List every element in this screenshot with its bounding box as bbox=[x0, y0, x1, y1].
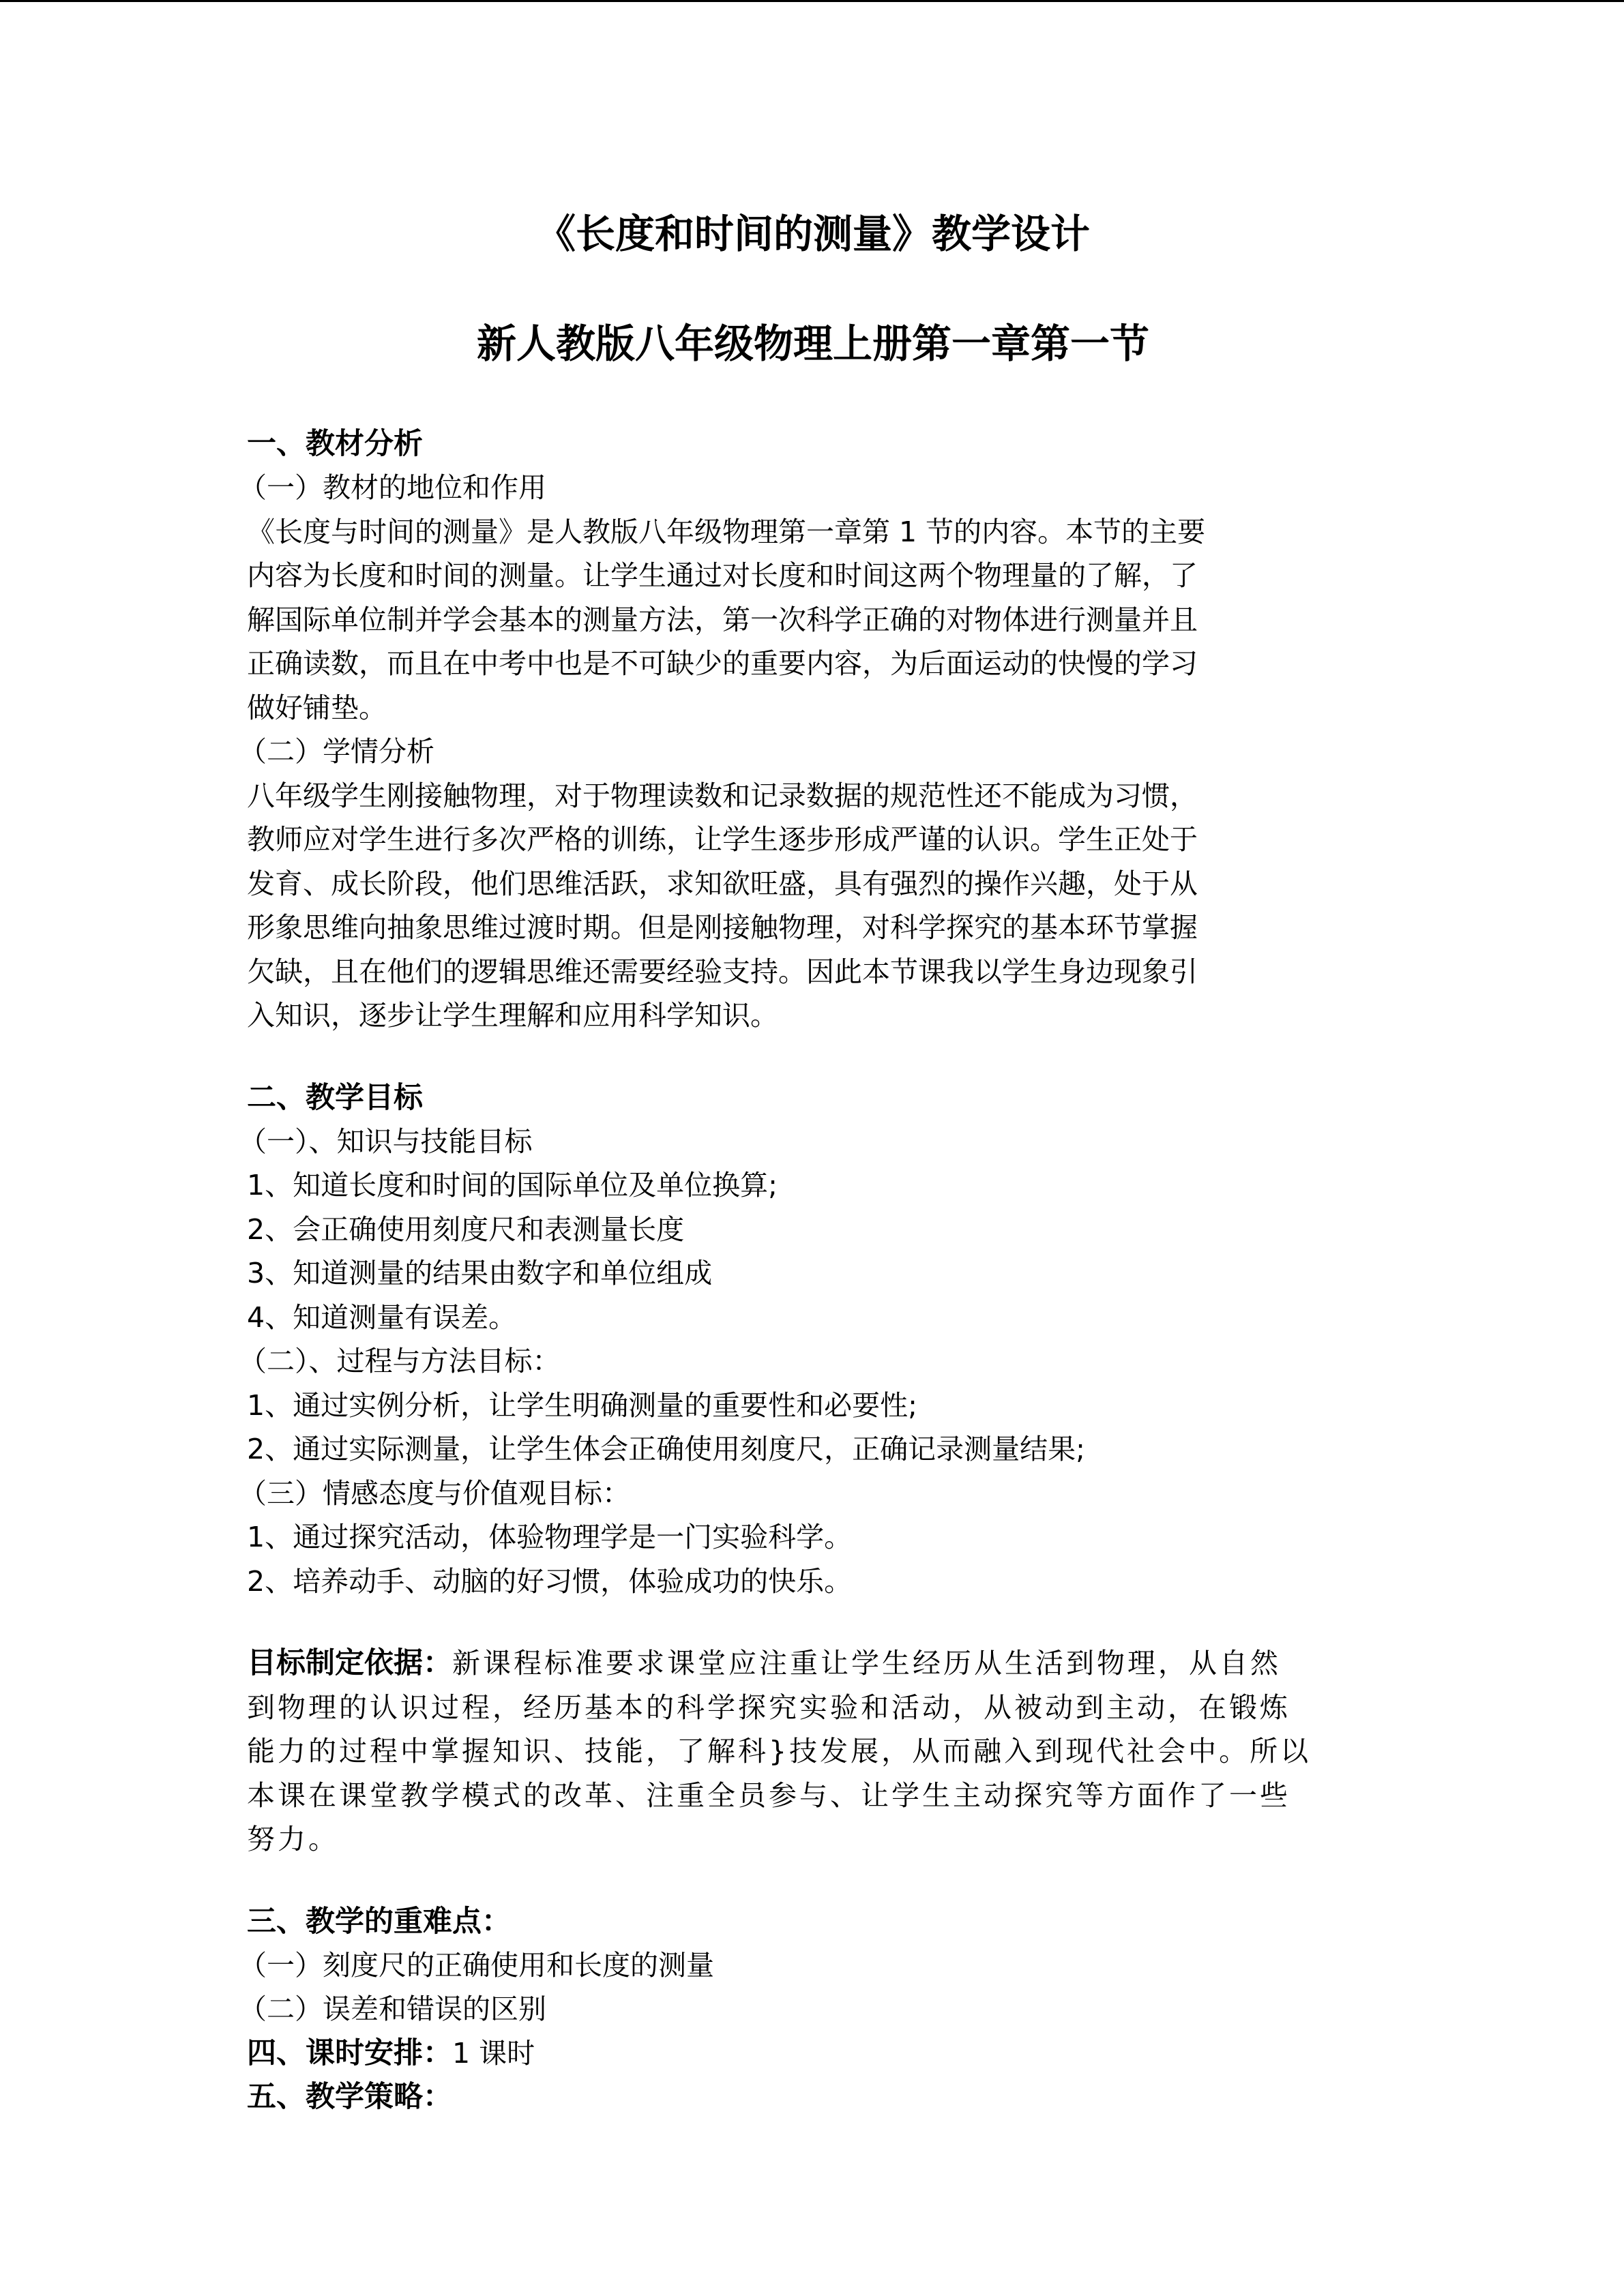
paragraph-line: 努力。 bbox=[247, 1823, 339, 1855]
list-item: （一）刻度尺的正确使用和长度的测量 bbox=[239, 1948, 714, 1982]
list-item: 1、通过探究活动，体验物理学是一门实验科学。 bbox=[247, 1521, 853, 1553]
paragraph-line: 本课在课堂教学模式的改革、注重全员参与、让学生主动探究等方面作了一些 bbox=[247, 1778, 1290, 1812]
document-page bbox=[239, 205, 1379, 2119]
paragraph-line: 新课程标准要求课堂应注重让学生经历从生活到物理，从自然 bbox=[452, 1647, 1281, 1680]
paragraph-line: 内容为长度和时间的测量。让学生通过对长度和时间这两个物理量的了解，了 bbox=[247, 559, 1198, 592]
section-teaching-strategy-heading: 五、教学策略： bbox=[247, 2080, 452, 2114]
subsection-heading: （二）、过程与方法目标： bbox=[239, 1345, 561, 1377]
list-item: 2、通过实际测量，让学生体会正确使用刻度尺，正确记录测量结果; bbox=[247, 1433, 1085, 1465]
list-item: 1、知道长度和时间的国际单位及单位换算; bbox=[247, 1169, 778, 1202]
paragraph-line: 八年级学生刚接触物理，对于物理读数和记录数据的规范性还不能成为习惯， bbox=[247, 779, 1198, 812]
list-item: （二）误差和错误的区别 bbox=[239, 1993, 546, 2025]
paragraph-line: 教师应对学生进行多次严格的训练，让学生逐步形成严谨的认识。学生正处于 bbox=[247, 823, 1198, 856]
subsection-heading: （三）情感态度与价值观目标： bbox=[239, 1476, 630, 1510]
paragraph-line: 到物理的认识过程，经历基本的科学探究实验和活动，从被动到主动，在锻炼 bbox=[247, 1690, 1290, 1724]
section-objective-basis bbox=[247, 1641, 1379, 1862]
list-item: 4、知道测量有误差。 bbox=[247, 1300, 517, 1334]
section-heading: 四、课时安排： bbox=[247, 2036, 452, 2070]
paragraph-line: 做好铺垫。 bbox=[247, 691, 387, 724]
paragraph-line: 能力的过程中掌握知识、技能，了解科}技发展，从而融入到现代社会中。所以 bbox=[247, 1735, 1312, 1768]
list-item: 3、知道测量的结果由数字和单位组成 bbox=[247, 1257, 713, 1289]
section-key-difficulties bbox=[239, 1900, 1379, 2031]
subsection-heading: （一）教材的地位和作用 bbox=[239, 471, 546, 504]
list-item: 2、培养动手、动脑的好习惯，体验成功的快乐。 bbox=[247, 1564, 853, 1598]
section-textbook-analysis bbox=[239, 422, 1379, 1038]
subsection-heading: （二）学情分析 bbox=[239, 735, 434, 768]
page-top-border bbox=[0, 0, 1624, 2]
subsection-heading: （一）、知识与技能目标 bbox=[239, 1124, 533, 1158]
document-title: 《长度和时间的测量》教学设计 bbox=[535, 211, 1090, 257]
list-item: 2、会正确使用刻度尺和表测量长度 bbox=[247, 1212, 685, 1246]
paragraph-line: 入知识，逐步让学生理解和应用科学知识。 bbox=[247, 999, 778, 1032]
class-hours-value: 1 课时 bbox=[452, 2036, 535, 2070]
paragraph-line: 解国际单位制并学会基本的测量方法，第一次科学正确的对物体进行测量并且 bbox=[247, 603, 1198, 636]
basis-first-line bbox=[247, 1641, 1379, 1686]
document-subtitle: 新人教版八年级物理上册第一章第一节 bbox=[476, 320, 1149, 367]
paragraph-line: 形象思维向抽象思维过渡时期。但是刚接触物理，对科学探究的基本环节掌握 bbox=[247, 911, 1198, 944]
paragraph-line: 《长度与时间的测量》是人教版八年级物理第一章第 1 节的内容。本节的主要 bbox=[247, 515, 1206, 548]
basis-label: 目标制定依据： bbox=[247, 1646, 452, 1680]
section-teaching-objectives bbox=[239, 1076, 1379, 1604]
section-heading: 一、教材分析 bbox=[247, 427, 423, 461]
section-heading: 二、教学目标 bbox=[247, 1080, 423, 1115]
list-item: 1、通过实例分析，让学生明确测量的重要性和必要性; bbox=[247, 1388, 917, 1422]
paragraph-line: 正确读数，而且在中考中也是不可缺少的重要内容，为后面运动的快慢的学习 bbox=[247, 647, 1198, 680]
section-class-hours bbox=[247, 2031, 1379, 2076]
paragraph-line: 发育、成长阶段，他们思维活跃，求知欲旺盛，具有强烈的操作兴趣，处于从 bbox=[247, 867, 1198, 900]
section-heading: 三、教学的重难点： bbox=[247, 1904, 511, 1939]
paragraph-line: 欠缺，且在他们的逻辑思维还需要经验支持。因此本节课我以学生身边现象引 bbox=[247, 955, 1198, 988]
